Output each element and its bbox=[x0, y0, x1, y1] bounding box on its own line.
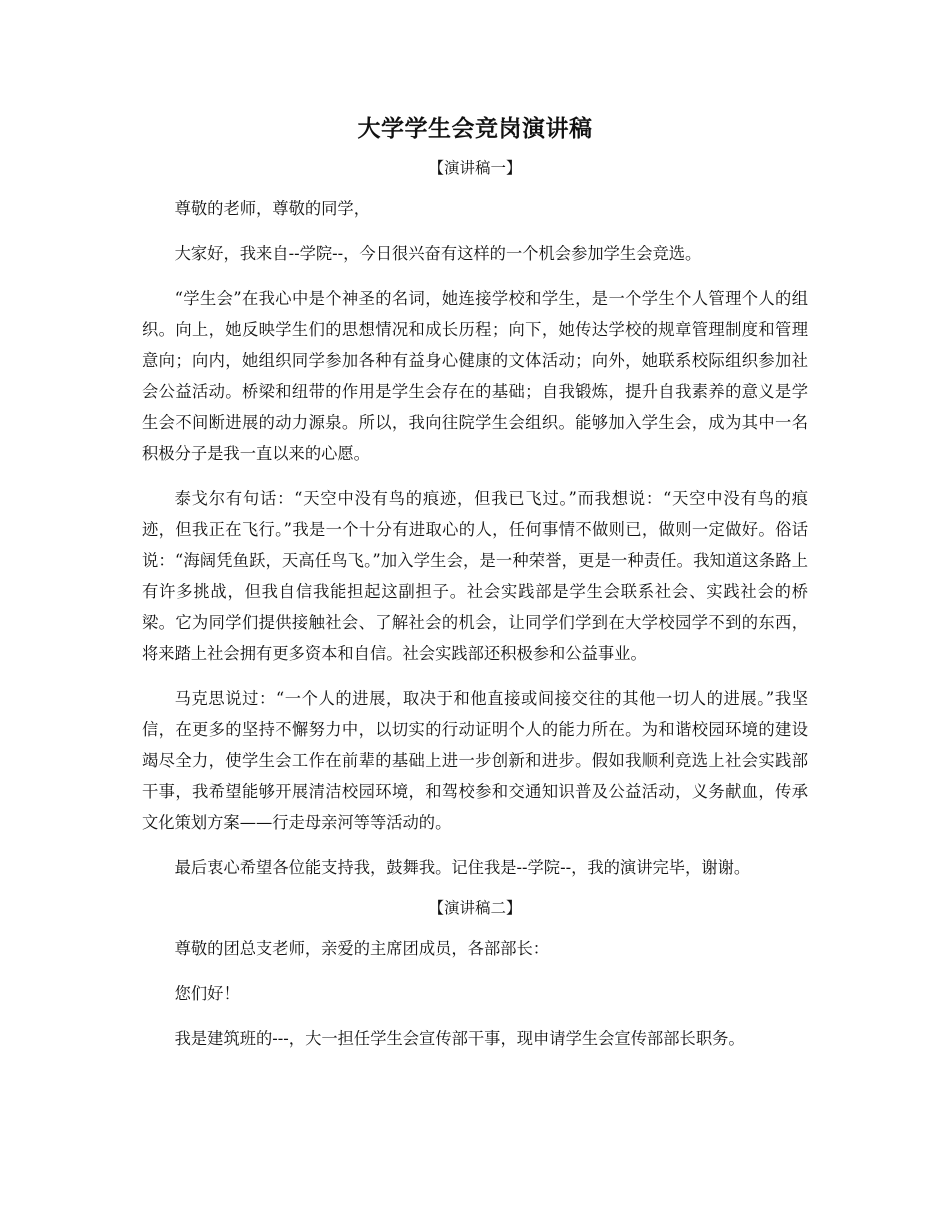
paragraph: 尊敬的团总支老师，亲爱的主席团成员，各部部长： bbox=[174, 939, 550, 958]
speech-section-2 bbox=[142, 897, 808, 1054]
speech-section-1 bbox=[142, 157, 808, 883]
paragraph: 马克思说过：“一个人的进展，取决于和他直接或间接交往的其他一切人的进展。”我坚信，在更多的坚持不懈努力中，以切实的行动证明个人的能力所在。为和谐校园环境的建设竭尽全力，使学生会工作在前辈的基础上进一步创新和进步。假如我顺利竞选上社会实践部干事，我希望能够开展清洁校园环境，和驾校参和交通知识普及公益活动，义务献血，传承文化策划方案——行走母亲河等等活动的。 bbox=[142, 689, 808, 832]
paragraph: 尊敬的老师，尊敬的同学， bbox=[174, 199, 370, 218]
section-heading: 【演讲稿一】 bbox=[428, 159, 522, 177]
paragraph: 您们好！ bbox=[174, 984, 240, 1003]
paragraph: 大家好，我来自--学院--，今日很兴奋有这样的一个机会参加学生会竞选。 bbox=[174, 244, 702, 263]
paragraph: 我是建筑班的---，大一担任学生会宣传部干事，现申请学生会宣传部部长职务。 bbox=[174, 1029, 745, 1048]
paragraph: “学生会”在我心中是个神圣的名词，她连接学校和学生，是一个学生个人管理个人的组织。向上，她反映学生们的思想情况和成长历程；向下，她传达学校的规章管理制度和管理意向；向内，她组织同学参加各种有益身心健康的文体活动；向外，她联系校际组织参加社会公益活动。桥梁和纽带的作用是学生会存在的基础；自我锻炼，提升自我素养的意义是学生会不间断进展的动力源泉。所以，我向往院学生会组织。能够加入学生会，成为其中一名积极分子是我一直以来的心愿。 bbox=[142, 289, 808, 463]
document-body bbox=[142, 113, 808, 1068]
paragraph: 泰戈尔有句话：“天空中没有鸟的痕迹，但我已飞过。”而我想说：“天空中没有鸟的痕迹，但我正在飞行。”我是一个十分有进取心的人，任何事情不做则已，做则一定做好。俗话说：“海阔凭鱼跃，天高任鸟飞。”加入学生会，是一种荣誉，更是一种责任。我知道这条路上有许多挑战，但我自信我能担起这副担子。社会实践部是学生会联系社会、实践社会的桥梁。它为同学们提供接触社会、了解社会的机会，让同学们学到在大学校园学不到的东西，将来踏上社会拥有更多资本和自信。社会实践部还积极参和公益事业。 bbox=[142, 489, 808, 663]
section-heading: 【演讲稿二】 bbox=[428, 899, 522, 917]
paragraph: 最后衷心希望各位能支持我，鼓舞我。记住我是--学院--，我的演讲完毕，谢谢。 bbox=[174, 858, 751, 877]
document-title: 大学学生会竞岗演讲稿 bbox=[357, 116, 593, 142]
